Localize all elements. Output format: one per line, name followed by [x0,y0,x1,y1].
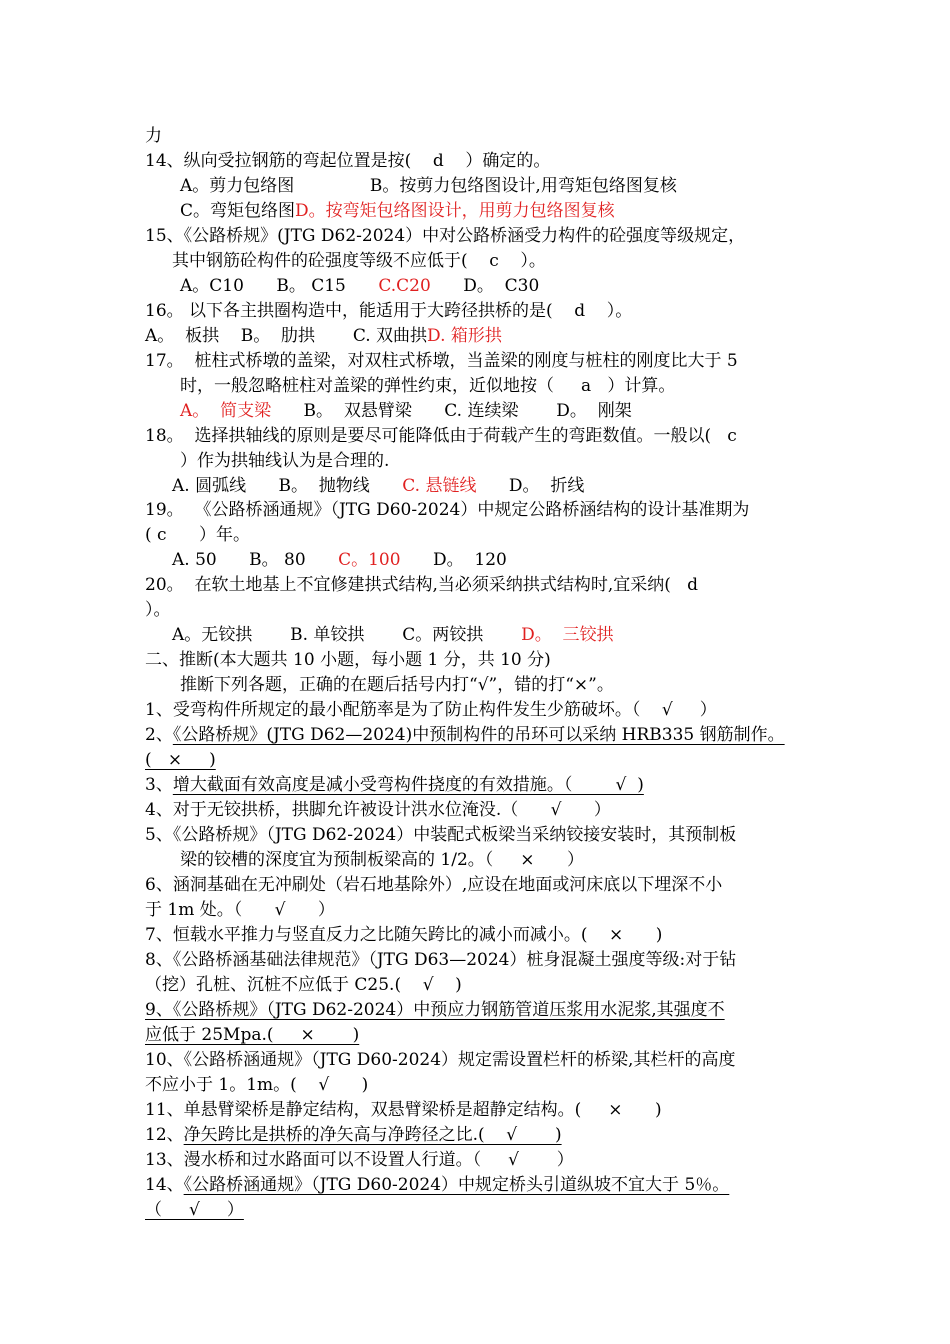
options-15: A。C10 B。 C15 C.C20 D。 C30 [180,276,540,296]
question-19-cont: ( c ）年。 [145,525,250,545]
judge-12: 12、净矢跨比是拱桥的净矢高与净跨径之比.( √ ) [145,1125,562,1145]
judge-8-cont: （挖）孔桩、沉桩不应低于 C25.( √ ) [145,975,462,995]
question-18: 18。 选择拱轴线的原则是要尽可能降低由于荷载产生的弯距数值。一般以( c [145,426,737,446]
answer-highlight: C.C20 [378,276,431,296]
judge-2: 2、《公路桥规》(JTG D62—2024)中预制构件的吊环可以采纳 HRB335 钢筋制作。 [145,725,785,745]
options-14-ab: A。剪力包络图 B。按剪力包络图设计,用弯矩包络图复核 [180,176,677,196]
judge-3: 3、增大截面有效高度是减小受弯构件挠度的有效措施。（ √ ) [145,775,644,795]
options-20: A。无铰拱 B. 单铰拱 C。两铰拱 D。 三铰拱 [172,625,614,645]
judge-5: 5、《公路桥规》（JTG D62-2024）中装配式板梁当采纳铰接安装时，其预制板 [145,825,737,845]
options-17: A。 简支梁 B。 双悬臂梁 C. 连续梁 D。 刚架 [180,401,632,421]
judge-7: 7、恒载水平推力与竖直反力之比随矢跨比的减小而减小。( × ) [145,925,663,945]
text-line: 力 [145,126,162,146]
question-17: 17。 桩柱式桥墩的盖梁，对双柱式桥墩，当盖梁的刚度与桩柱的刚度比大于 5 [145,351,738,371]
answer-highlight: D. 箱形拱 [427,326,502,346]
question-14: 14、纵向受拉钢筋的弯起位置是按( d ）确定的。 [145,151,551,171]
judge-13: 13、漫水桥和过水路面可以不设置人行道。（ √ ） [145,1150,574,1170]
question-15-cont: 其中钢筋砼构件的砼强度等级不应低于( c ）。 [172,251,546,271]
judge-6: 6、涵洞基础在无冲刷处（岩石地基除外）,应设在地面或河床底以下埋深不小 [145,875,723,895]
answer-highlight: D。 三铰拱 [521,625,614,645]
question-18-cont: ）作为拱轴线认为是合理的. [180,451,390,471]
options-19: A. 50 B。 80 C。100 D。 120 [172,550,507,570]
judge-9: 9、《公路桥规》（JTG D62-2024）中预应力钢筋管道压浆用水泥浆,其强度不 [145,1000,725,1020]
section-instructions: 推断下列各题，正确的在题后括号内打“√”，错的打“×”。 [180,675,614,695]
question-17-cont: 时，一般忽略桩柱对盖梁的弹性约束，近似地按（ a ）计算。 [180,376,676,396]
options-16: A。 板拱 B。 肋拱 C. 双曲拱D. 箱形拱 [145,326,502,346]
judge-14: 14、《公路桥涵通规》（JTG D60-2024）中规定桥头引道纵坡不宜大于 5％。 [145,1175,730,1195]
options-14-cd: C。弯矩包络图D。按弯矩包络图设计，用剪力包络图复核 [180,201,615,221]
judge-8: 8、《公路桥涵基础法律规范》（JTG D63—2024）桩身混凝土强度等级:对于钻 [145,950,737,970]
question-19: 19。 《公路桥涵通规》（JTG D60-2024）中规定公路桥涵结构的设计基准期为 [145,500,750,520]
judge-5-cont: 梁的铰槽的深度宜为预制板梁高的 1/2。（ × ） [180,850,584,870]
options-18: A. 圆弧线 B。 抛物线 C. 悬链线 D。 折线 [172,476,585,496]
question-15: 15、《公路桥规》(JTG D62-2024）中对公路桥涵受力构件的砼强度等级规定， [145,226,746,246]
judge-11: 11、单悬臂梁桥是静定结构，双悬臂梁桥是超静定结构。( × ) [145,1100,662,1120]
answer-highlight: D。按弯矩包络图设计，用剪力包络图复核 [295,201,615,221]
judge-4: 4、对于无铰拱桥，拱脚允许被设计洪水位淹没.（ √ ） [145,800,611,820]
judge-10-cont: 不应小于 1。1m。( √ ) [145,1075,369,1095]
answer-highlight: A。 简支梁 [180,401,272,421]
question-20-cont: ）。 [145,600,171,620]
section-heading: 二、推断(本大题共 10 小题，每小题 1 分，共 10 分) [145,650,551,670]
answer-highlight: C. 悬链线 [402,476,477,496]
judge-14-answer: （ √ ） [145,1200,244,1220]
judge-2-answer: ( × ) [145,750,216,770]
answer-highlight: C。100 [338,550,401,570]
judge-9-cont: 应低于 25Mpa.( × ) [145,1025,360,1045]
judge-10: 10、《公路桥涵通规》（JTG D60-2024）规定需设置栏杆的桥梁,其栏杆的高度 [145,1050,736,1070]
question-16: 16。 以下各主拱圈构造中，能适用于大跨径拱桥的是( d ）。 [145,301,633,321]
question-20: 20。 在软土地基上不宜修建拱式结构,当必须采纳拱式结构时,宜采纳( d [145,575,698,595]
judge-1: 1、受弯构件所规定的最小配筋率是为了防止构件发生少筋破坏。（ √ ） [145,700,717,720]
judge-6-cont: 于 1m 处。（ √ ） [145,900,335,920]
